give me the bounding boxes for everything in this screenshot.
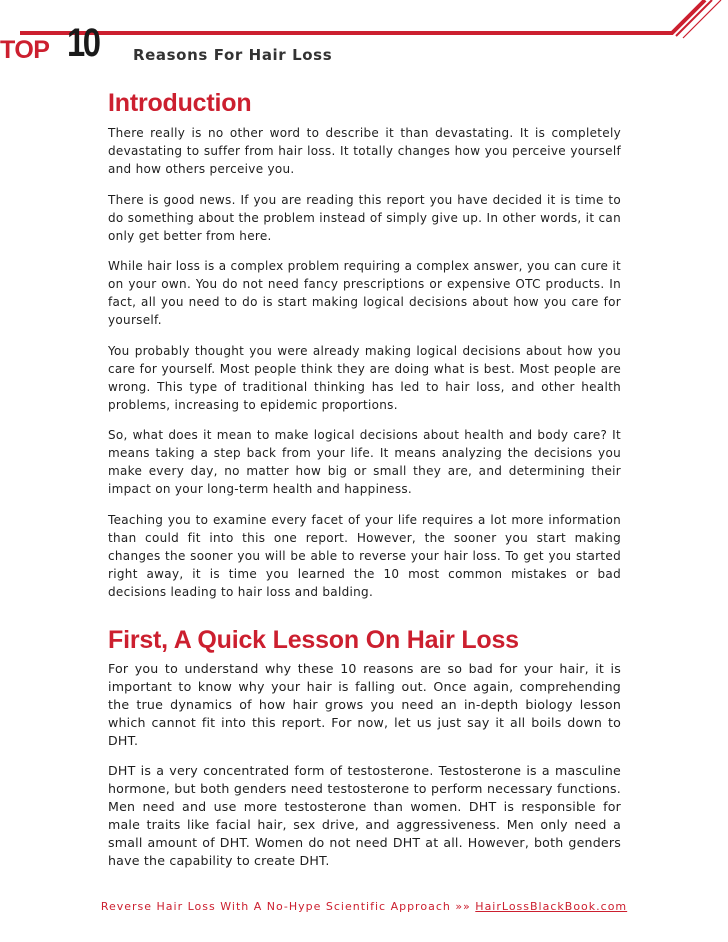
intro-paragraph: There is good news. If you are reading this report you have decided it is time to do something about the problem instead of simply give up. In other words, it can only get better from here. [108,192,621,243]
intro-heading: Introduction [108,89,252,117]
page-header [0,0,728,70]
intro-paragraph: You probably thought you were already making logical decisions about how you care for yourself. Most people think they are doing what is best. Most people are wrong. This type of traditional thinking has led to hair loss, and other health problems, increasing to epidemic proportions. [108,343,621,412]
lesson-heading: First, A Quick Lesson On Hair Loss [108,625,519,654]
footer-tagline: Reverse Hair Loss With A No-Hype Scientific Approach »» [100,900,476,913]
header-rule-graphic [0,0,728,70]
intro-paragraph: There really is no other word to describe it than devastating. It is completely devastating to suffer from hair loss. It totally changes how you perceive yourself and how others perceive you. [108,126,621,176]
header-title: Reasons For Hair Loss [133,46,333,64]
main-content [108,87,621,883]
lesson-paragraph: DHT is a very concentrated form of testosterone. Testosterone is a masculine hormone, but both genders need testosterone to perform necessary functions. Men need and use more testosterone than women. DHT is responsible for male traits like facial hair, sex drive, and aggressiveness. Men only need a small amount of DHT. Women do not need DHT at all. However, both genders have the capability to create DHT. [108,763,621,868]
footer-link[interactable]: HairLossBlackBook.com [475,900,628,913]
logo-ten-text: 10 [67,21,99,65]
logo-top-text: TOP [0,36,50,64]
page-footer [0,899,728,915]
intro-paragraph: So, what does it mean to make logical decisions about health and body care? It means taking a step back from your life. It means analyzing the decisions you make every day, no matter how big or small they are, and determining their impact on your long-term health and happiness. [108,428,621,496]
lesson-paragraph: For you to understand why these 10 reasons are so bad for your hair, it is important to know why your hair is falling out. Once again, comprehending the true dynamics of how hair grows you need an in-depth biology lesson which cannot fit into this report. For now, let us just say it all boils down to DHT. [108,660,621,748]
intro-paragraph: While hair loss is a complex problem requiring a complex answer, you can cure it on your own. You do not need fancy prescriptions or expensive OTC products. In fact, all you need to do is start making logical decisions about how you care for yourself. [108,259,621,327]
intro-paragraph: Teaching you to examine every facet of your life requires a lot more information than could fit into this one report. However, the sooner you start making changes the sooner you will be able to reverse your hair loss. To get you started right away, it is time you learned the 10 most common mistakes or bad decisions leading to hair loss and balding. [108,512,621,599]
